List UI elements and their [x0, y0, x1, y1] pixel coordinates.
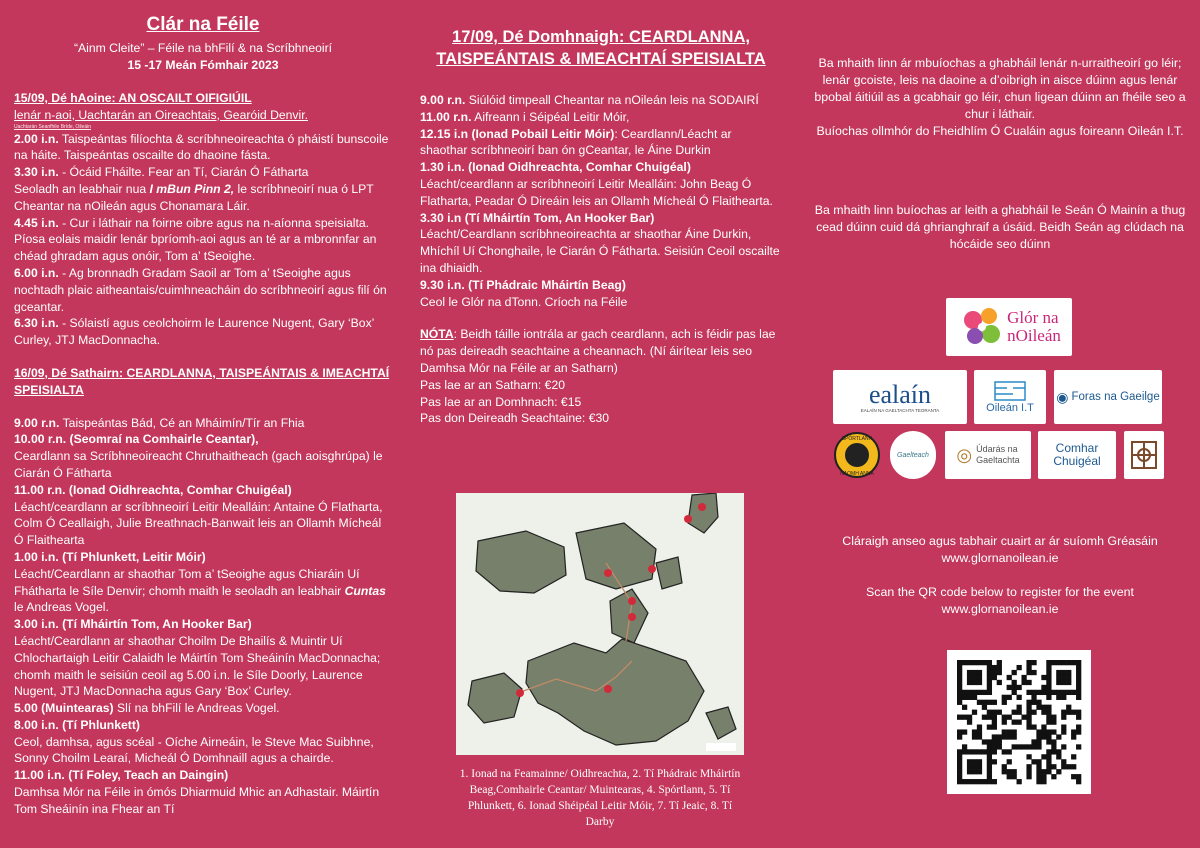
day2-item: Léacht/ceardlann ar scríbhneoirí Leitir Mealláin: Antaine Ó Flatharta, Colm Ó Ceallaigh, Julie Breathnach-Banwait leis an Ollamh Mícheál Ó Flaithearta — [14, 499, 383, 548]
register-block — [810, 533, 1190, 618]
gaelteach-label: Gaelteach — [897, 451, 929, 459]
column-thanks — [810, 0, 1190, 253]
circuit-icon — [993, 380, 1027, 402]
day1-opened-by: lenár n-aoi, Uachtarán an Oireachtais, Gearóid Denvir. — [14, 107, 309, 122]
day2-item: Léacht/Ceardlann ar shaothar Tom a’ tSeoighe agus Chiaráin Uí Fhátharta le Síle Denvir; chomh maith le seoladh an leabhair Cuntas le Andreas Vogel. — [14, 566, 386, 615]
thanks-photographer: Ba mhaith linn buíochas ar leith a ghabháil le Seán Ó Mainín a thug cead dúinn cuid dá ghrianghraif a úsáid. Beidh Seán ag clúdach na hócáide seo dúinn — [814, 203, 1186, 251]
website-link-1[interactable]: www.glornanoilean.ie — [941, 551, 1059, 565]
day2-item: 9.00 r.n. Taispeántas Bád, Cé an Mháimín/Tír an Fhia — [14, 415, 305, 430]
sunday-item: 11.00 r.n. Aifreann i Séipéal Leitir Móir, — [420, 109, 630, 124]
day2-item-head: 11.00 r.n. (Ionad Oidhreachta, Comhar Chuigéal) — [14, 482, 292, 497]
day2-item: Damhsa Mór na Féile in ómós Dhiarmuid Mhic an Adhastair. Máirtín Tom Sheáinín ina Fhear an Tí — [14, 785, 380, 816]
sunday-item: 9.00 r.n. Siúlóid timpeall Cheantar na nOileán leis na SODAIRÍ — [420, 93, 759, 107]
foras-label: Foras na Gaeilge — [1071, 391, 1160, 403]
comhar-chuigeal-logo[interactable] — [1038, 431, 1116, 479]
ealain-subtext: EALAÍN NA GAELTACHTA TEORANTA — [860, 407, 940, 413]
venue-map[interactable] — [456, 493, 744, 755]
day2-heading: 16/09, Dé Sathairn: CEARDLANNA, TAISPEÁNTAIS & IMEACHTAÍ SPEISIALTA — [14, 365, 390, 397]
map-graphic — [456, 493, 744, 755]
sunday-item-head: 9.30 i.n. (Tí Phádraic Mháirtín Beag) — [420, 277, 626, 292]
svg-text:NAOMH ANNA: NAOMH ANNA — [840, 471, 874, 477]
day1-item: 3.30 i.n. - Ócáid Fháilte. Fear an Tí, Ciarán Ó Fátharta — [14, 165, 309, 180]
day2-item: 5.00 (Muintearas) Slí na bhFilí le Andreas Vogel. — [14, 701, 280, 716]
sunday-heading: 17/09, Dé Domhnaigh: CEARDLANNA, TAISPEÁNTAIS & IMEACHTAÍ SPEISIALTA — [436, 28, 766, 68]
scan-text: Scan the QR code below to register for the event — [866, 585, 1134, 599]
sunday-item: Léacht/Ceardlann scríbhneoireachta ar shaothar Áine Durkin, Mhíchíl Uí Chonghaile, le Ciarán Ó Fátharta. Seisiún Ceoil oscailte ina dhiaidh. — [420, 227, 780, 275]
thanks-oilean-it: Buíochas ollmhór do Fheidhlím Ó Cualáin agus foireann Oileán I.T. — [816, 124, 1184, 138]
thanks-sponsors: Ba mhaith linn ár mbuíochas a ghabháil lenár n-urraitheoirí go léir; lenár gcoiste, leis na daoine a d’oibrigh in aisce dúinn agus lenár bpobal áitiúil as a gcabhair go léir, chun ligean dúinn an fhéile seo a chur i láthair. — [814, 56, 1186, 121]
sportlann-badge-icon — [833, 431, 881, 479]
glor-flower-icon — [957, 302, 1007, 352]
day1-item: Seoladh an leabhair nua I mBun Pinn 2, le scríbhneoirí nua ó LPT Cheantar na nOileán agus Chonamara Láir. — [14, 181, 374, 213]
day1-item: 6.00 i.n. - Ag bronnadh Gradam Saoil ar Tom a’ tSeoighe agus nochtadh plaic aitheantais/cuimhneacháin do scríbhneoirí agus filí ón gceantar. — [14, 265, 387, 314]
register-text: Cláraigh anseo agus tabhair cuairt ar ár suíomh Gréasáin — [842, 534, 1158, 548]
day2-item: Léacht/Ceardlann ar shaothar Choilm De Bhailís & Muintir Uí Chlochartaigh Leitir Calaidh le Máirtín Tom Sheáinín MacDonnacha; chomh maith le seisiún ceoil ag 5.00 i.n. le Síle Doorly, Laurence Nugent, JTJ MacDonnacha agus Gary ‘Box’ Curley. — [14, 633, 381, 699]
comhar-line2: Chuigéal — [1053, 454, 1101, 468]
udaras-line1: Údarás na — [976, 444, 1018, 454]
day2-item-head: 10.00 r.n. (Seomraí na Comhairle Ceantar), — [14, 432, 259, 447]
udaras-logo[interactable] — [945, 431, 1031, 479]
oilean-it-logo[interactable] — [974, 370, 1046, 424]
column-sunday — [420, 0, 782, 427]
tiny-caption: Uachtarán Seanfhile Bríde, Oileáin — [14, 123, 91, 130]
oilean-it-label: Oileán I.T — [986, 402, 1034, 414]
festival-dates: 15 -17 Meán Fómhair 2023 — [127, 58, 279, 72]
sunday-item: Ceol le Glór na dTonn. Críoch na Féile — [420, 294, 628, 309]
glor-line2: nOileán — [1007, 326, 1061, 345]
sunday-item: 12.15 i.n (Ionad Pobail Leitir Móir): Ceardlann/Léacht ar shaothar scríbhneoirí ban ón gCeantar, le Áine Durkin — [420, 126, 732, 158]
day2-item-head: 8.00 i.n. (Tí Phlunkett) — [14, 717, 140, 732]
day2-item-head: 3.00 i.n. (Tí Mháirtín Tom, An Hooker Bar) — [14, 617, 252, 632]
note: NÓTA: Beidh táille iontrála ar gach ceardlann, ach is féidir pas lae nó pas deireadh seachtaine a cheannach. (Ní áirítear leis seo Damhsa Mór na Féile ar an Satharn) — [420, 327, 776, 375]
day2-item: Ceardlann sa Scríbhneoireacht Chruthaitheach (gach aoisghrúpa) le Ciarán Ó Fátharta — [14, 449, 383, 480]
day2-item: Ceol, damhsa, agus scéal - Oíche Airneáin, le Steve Mac Suibhne, Sonny Choilm Learaí, Micheál Ó Domhnaill agus a chairde. — [14, 734, 374, 766]
website-link-2[interactable]: www.glornanoilean.ie — [941, 602, 1059, 616]
map-caption: 1. Ionad na Feamainne/ Oidhreachta, 2. Tí Phádraic Mháirtín Beag,Comhairle Ceantar/ Muintearas, 4. Spórtlann, 5. Tí Phlunkett, 6. Ionad Shéipéal Leitir Móir, 7. Tí Jeaic, 8. Tí Darby — [459, 768, 741, 828]
glor-na-noilean-logo[interactable] — [946, 298, 1072, 356]
ealain-logo[interactable] — [833, 370, 967, 424]
ealain-wordmark: ealaín — [868, 379, 932, 409]
location-pin-icon: ◎ — [956, 444, 973, 465]
programme-title: Clár na Féile — [146, 14, 260, 35]
price-sunday: Pas lae ar an Domhnach: €15 — [420, 394, 582, 409]
column-programme — [14, 0, 392, 818]
celtic-knot-icon — [1128, 438, 1160, 472]
foras-na-gaeilge-logo[interactable] — [1054, 370, 1162, 424]
sunday-item: Léacht/ceardlann ar scríbhneoirí Leitir Mealláin: John Beag Ó Flatharta, Peadar Ó Direáin leis an Ollamh Mícheál Ó Flaithearta. — [420, 176, 773, 208]
qr-code-icon — [947, 650, 1091, 794]
sportlann-logo[interactable] — [832, 431, 882, 479]
festival-subtitle: “Ainm Cleite” – Féile na bhFilí & na Scríbhneoirí — [73, 41, 333, 55]
price-weekend: Pas don Deireadh Seachtaine: €30 — [420, 411, 610, 426]
qr-code[interactable] — [947, 650, 1091, 794]
celtic-knot-logo[interactable] — [1124, 431, 1164, 479]
day1-item: 4.45 i.n. - Cur i láthair na foirne oibre agus na n-aíonna speisialta. Píosa eolais maidir lenár bpríomh-aoi agus an té ar a mbronnfar an chéad ghradam agus onóir, Tom a’ tSeoighe. — [14, 215, 377, 264]
gaelteach-logo[interactable] — [890, 431, 936, 479]
comhar-line1: Comhar — [1055, 441, 1099, 455]
sunday-item-head: 1.30 i.n. (Ionad Oidhreachta, Comhar Chuigéal) — [420, 160, 691, 175]
foras-mark-icon: ◉ — [1056, 388, 1069, 405]
day2-item-head: 11.00 i.n. (Tí Foley, Teach an Daingin) — [14, 768, 229, 783]
sunday-item-head: 3.30 i.n (Tí Mháirtín Tom, An Hooker Bar) — [420, 210, 655, 225]
day2-item-head: 1.00 i.n. (Tí Phlunkett, Leitir Móir) — [14, 549, 206, 564]
day1-item: 6.30 i.n. - Sólaistí agus ceolchoirm le Laurence Nugent, Gary ‘Box’ Curley, JTJ MacDonnacha. — [14, 316, 374, 348]
udaras-line2: Gaeltachta — [976, 455, 1020, 465]
glor-line1: Glór na — [1007, 308, 1059, 327]
day1-heading: 15/09, Dé hAoine: AN OSCAILT OIFIGIÚIL — [14, 91, 252, 105]
day1-item: 2.00 i.n. Taispeántas filíochta & scríbhneoireachta ó pháistí bunscoile na háite. Taispeántas oscailte do dhaoine fásta. — [14, 131, 389, 163]
svg-text:SPÓRTLANN: SPÓRTLANN — [841, 436, 873, 442]
price-saturday: Pas lae ar an Satharn: €20 — [420, 377, 565, 392]
